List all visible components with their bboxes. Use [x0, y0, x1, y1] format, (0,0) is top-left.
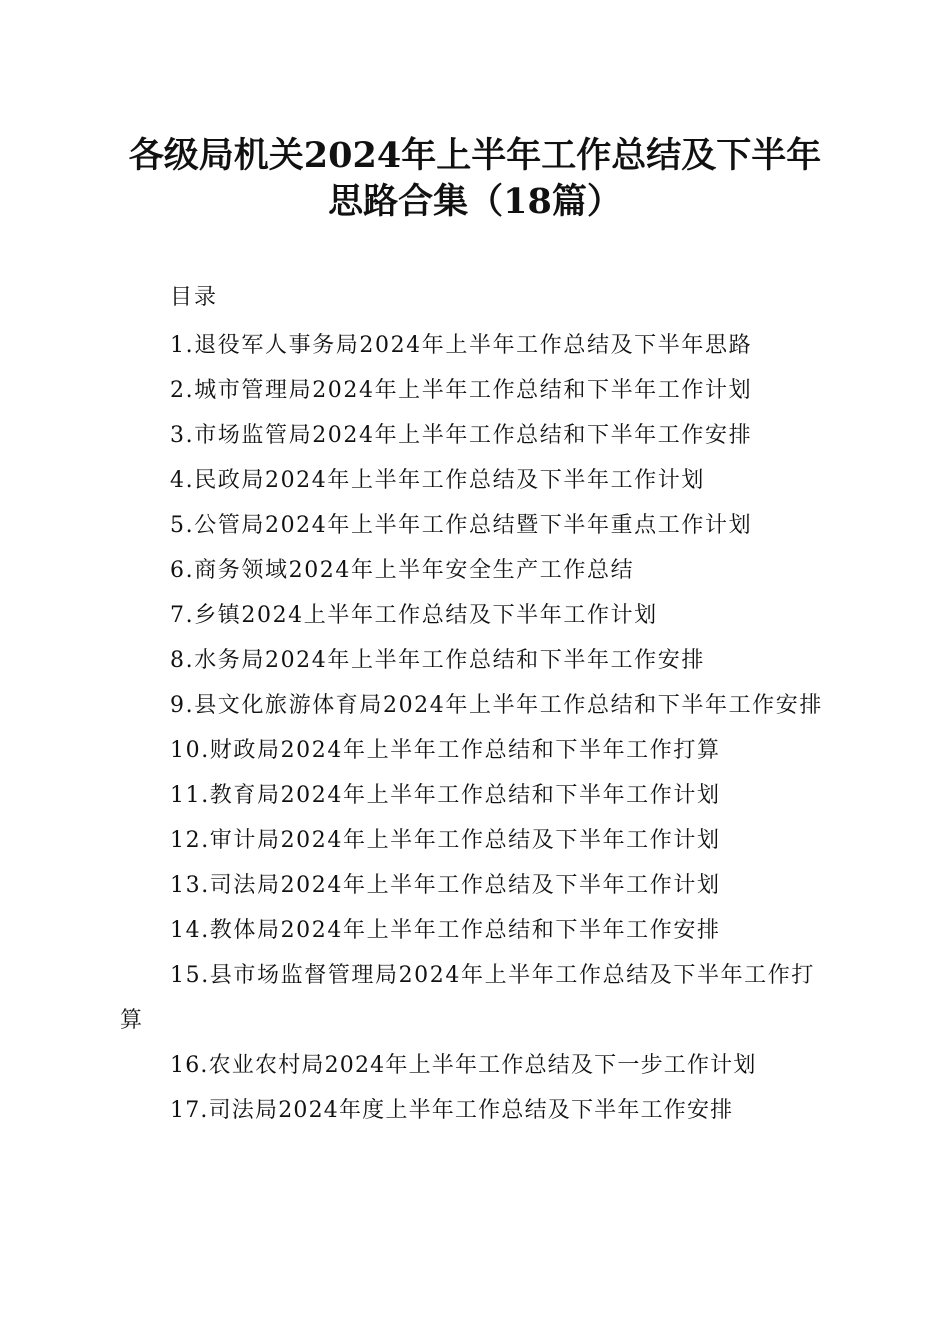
- toc-item-13: 13.司法局2024年上半年工作总结及下半年工作计划: [170, 873, 721, 898]
- toc-heading: 目录: [170, 285, 219, 310]
- toc-item-10: 10.财政局2024年上半年工作总结和下半年工作打算: [170, 738, 721, 763]
- toc-item-3: 3.市场监管局2024年上半年工作总结和下半年工作安排: [170, 423, 753, 448]
- table-of-contents: [120, 278, 830, 1133]
- toc-item-7: 7.乡镇2024上半年工作总结及下半年工作计划: [170, 603, 658, 628]
- toc-item-5: 5.公管局2024年上半年工作总结暨下半年重点工作计划: [170, 513, 753, 538]
- toc-list: [120, 323, 830, 1133]
- toc-item-6: 6.商务领域2024年上半年安全生产工作总结: [170, 558, 635, 583]
- toc-item-9: 9.县文化旅游体育局2024年上半年工作总结和下半年工作安排: [170, 693, 823, 718]
- toc-item-8: 8.水务局2024年上半年工作总结和下半年工作安排: [170, 648, 705, 673]
- title-line-1: 各级局机关2024年上半年工作总结及下半年: [128, 135, 822, 176]
- toc-item-14: 14.教体局2024年上半年工作总结和下半年工作安排: [170, 918, 721, 943]
- title-line-2: 思路合集（18篇）: [328, 181, 622, 222]
- toc-item-4: 4.民政局2024年上半年工作总结及下半年工作计划: [170, 468, 705, 493]
- toc-item-1: 1.退役军人事务局2024年上半年工作总结及下半年思路: [170, 333, 753, 358]
- toc-item-11: 11.教育局2024年上半年工作总结和下半年工作计划: [170, 783, 721, 808]
- toc-item-16: 16.农业农村局2024年上半年工作总结及下一步工作计划: [170, 1053, 757, 1078]
- toc-item-15: 15.县市场监督管理局2024年上半年工作总结及下半年工作打算: [120, 963, 815, 1033]
- toc-item-2: 2.城市管理局2024年上半年工作总结和下半年工作计划: [170, 378, 753, 403]
- document-title: [110, 133, 840, 225]
- toc-item-12: 12.审计局2024年上半年工作总结及下半年工作计划: [170, 828, 721, 853]
- toc-item-17: 17.司法局2024年度上半年工作总结及下半年工作安排: [170, 1098, 734, 1123]
